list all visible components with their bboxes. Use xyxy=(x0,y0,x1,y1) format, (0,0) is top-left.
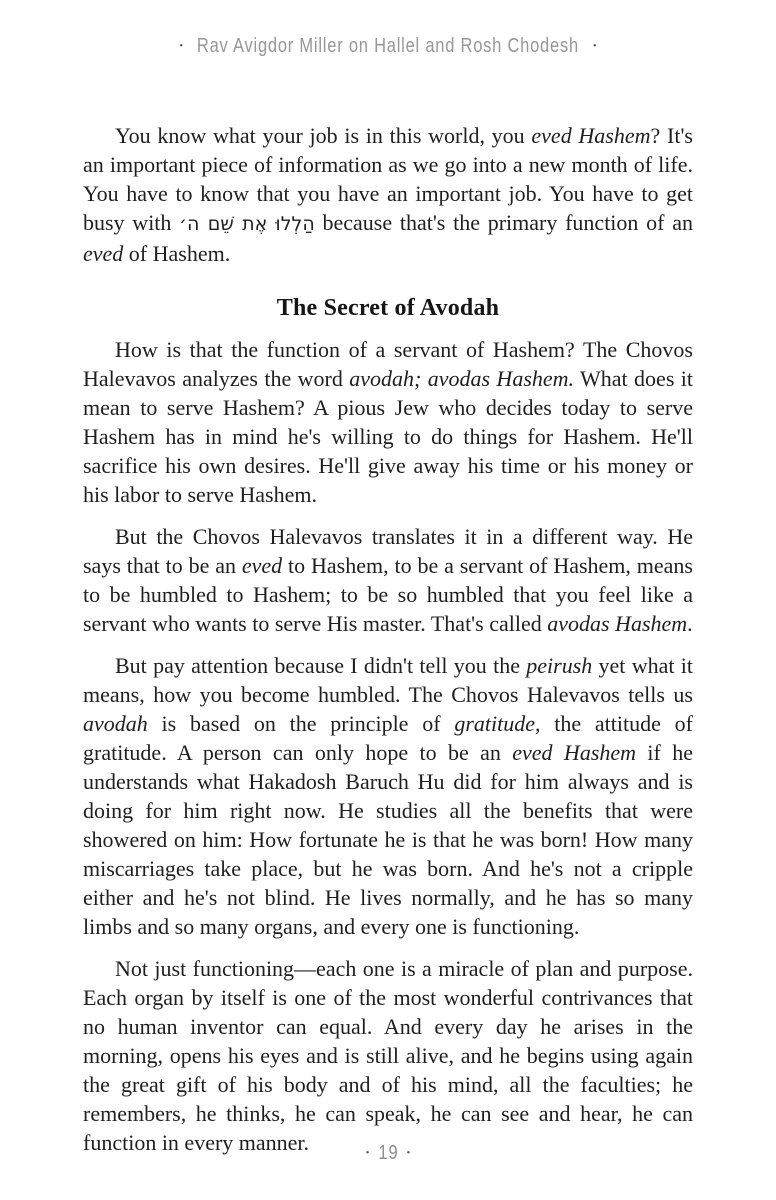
body-paragraph-4 xyxy=(83,651,693,941)
text-run: How is that the function of a servant of Hashem? The Chovos Halevavos analyzes the word xyxy=(83,337,693,391)
italic-term: avodas Hashem xyxy=(547,611,688,636)
italic-term: avodah xyxy=(83,711,148,736)
italic-term: eved Hashem xyxy=(531,123,651,148)
header-left-dot-icon: • xyxy=(179,39,184,52)
text-run: to Hashem, to be a servant of Hashem, means to be humbled to Hashem; to be so humbled that you feel like a servant who wants to serve His master. That's called xyxy=(83,553,693,636)
footer-left-dot-icon: • xyxy=(365,1146,370,1159)
text-run: You know what your job is in this world, you xyxy=(115,123,532,148)
running-header xyxy=(0,33,776,57)
text-run: ? It's an important piece of information as we go into a new month of life. You have to know that you have an important job. You have to get busy with xyxy=(83,123,693,235)
italic-term: eved xyxy=(241,553,283,578)
text-run: But pay attention because I didn't tell you the xyxy=(115,653,527,678)
italic-term: avodah; avodas Hashem. xyxy=(349,366,575,391)
page-number: 19 xyxy=(377,1141,399,1164)
running-header-title: Rav Avigdor Miller on Hallel and Rosh Chodesh xyxy=(196,33,579,57)
italic-term: eved xyxy=(83,241,124,266)
page-body xyxy=(83,121,693,1170)
text-run: because that's the primary function of an xyxy=(314,210,693,235)
text-run: of Hashem. xyxy=(123,241,231,266)
text-run: yet what it means, how you become humbled. The Chovos Halevavos tells us xyxy=(83,653,693,707)
section-heading: The Secret of Avodah xyxy=(276,295,500,321)
text-run: But the Chovos Halevavos translates it in a different way. He says that to be an xyxy=(83,524,693,578)
body-paragraph-2 xyxy=(83,335,693,509)
footer-right-dot-icon: • xyxy=(406,1146,411,1159)
hebrew-phrase: הַלְלוּ אֶת שֵׁם ה׳ xyxy=(179,213,315,235)
body-paragraph-3 xyxy=(83,522,693,638)
body-paragraph-1 xyxy=(83,121,693,268)
italic-term: eved Hashem xyxy=(512,740,637,765)
text-run: What does it mean to serve Hashem? A pious Jew who decides today to serve Hashem has in mind he's willing to do things for Hashem. He'll sacrifice his own desires. He'll give away his time or his money or his labor to serve Hashem. xyxy=(83,366,693,507)
body-paragraph-5 xyxy=(83,954,693,1157)
italic-term: peirush xyxy=(526,653,593,678)
page-footer xyxy=(0,1143,776,1163)
text-run: if he understands what Hakadosh Baruch Hu did for him always and is doing for him right now. He studies all the benefits that were showered on him: How fortunate he is that he was born! How many miscarriages take place, but he was born. And he's not a cripple either and he's not blind. He lives normally, and he has so many limbs and so many organs, and every one is functioning. xyxy=(83,740,694,939)
italic-term: gratitude, xyxy=(454,711,541,736)
text-run: the attitude of gratitude. A person can only hope to be an xyxy=(83,711,693,765)
text-run: . xyxy=(687,611,693,636)
text-run: Not just functioning—each one is a miracle of plan and purpose. Each organ by itself is one of the most wonderful contrivances that no human inventor can equal. And every day he arises in the morning, opens his eyes and is still alive, and he begins using again the great gift of his body and of his mind, all the faculties; he remembers, he thinks, he can speak, he can see and hear, he can function in every manner. xyxy=(83,956,693,1155)
text-run: is based on the principle of xyxy=(147,711,455,736)
header-right-dot-icon: • xyxy=(592,39,597,52)
